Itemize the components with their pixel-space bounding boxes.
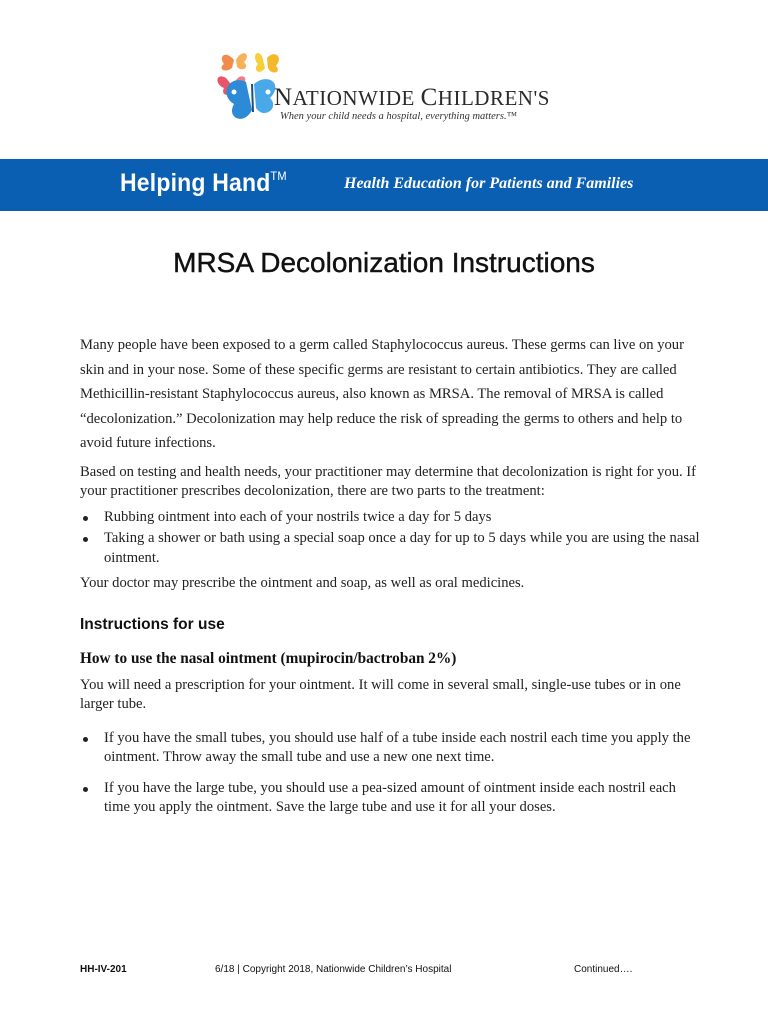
org-name: NATIONWIDE CHILDREN'S [274,84,550,111]
list-item: Taking a shower or bath using a special soap once a day for up to 5 days while you are using the nasal ointment. [80,529,705,568]
tube-list [80,729,705,818]
instructions-heading: Instructions for use [80,615,225,633]
org-tagline: When your child needs a hospital, everything matters.™ [280,111,517,122]
trademark-mark: TM [270,169,287,183]
copyright-text: 6/18 | Copyright 2018, Nationwide Children’s Hospital [215,964,452,975]
treatment-list [80,508,705,569]
testing-paragraph: Based on testing and health needs, your practitioner may determine that decolonization is right for you. If your practitioner prescribes decolonization, there are two parts to the treatment: [80,463,697,499]
list-item: Rubbing ointment into each of your nostrils twice a day for 5 days [80,508,705,528]
continued-text: Continued…. [574,964,633,975]
document-code: HH-IV-201 [80,964,127,975]
banner-subtitle: Health Education for Patients and Families [344,175,634,192]
document-body [80,333,705,829]
prescription-paragraph: You will need a prescription for your ointment. It will come in several small, single-use tubes or in one larger tube. [80,676,681,712]
page-title: MRSA Decolonization Instructions [173,247,595,278]
hospital-logo [212,48,550,128]
list-item: If you have the small tubes, you should use half of a tube inside each nostril each time you apply the ointment. Throw away the small tube and use a new one next time. [80,729,705,768]
prescribe-paragraph: Your doctor may prescribe the ointment and soap, as well as oral medicines. [80,575,525,591]
nasal-ointment-heading: How to use the nasal ointment (mupirocin/bactroban 2%) [80,649,457,667]
helping-hand-banner [0,159,768,211]
list-item: If you have the large tube, you should use a pea-sized amount of ointment inside each nostril each time you apply the ointment. Save the large tube and use it for all your doses. [80,779,705,818]
banner-title: Helping Hand™ [120,169,287,197]
intro-paragraph: Many people have been exposed to a germ called Staphylococcus aureus. These germs can live on your skin and in your nose. Some of these specific germs are resistant to certain antibiotics. They are called Methicillin-resistant Staphylococcus aureus, also known as MRSA. The removal of MRSA is called “decolonization.” Decolonization may help reduce the risk of spreading the germs to others and help to avoid future infections. [80,337,684,451]
